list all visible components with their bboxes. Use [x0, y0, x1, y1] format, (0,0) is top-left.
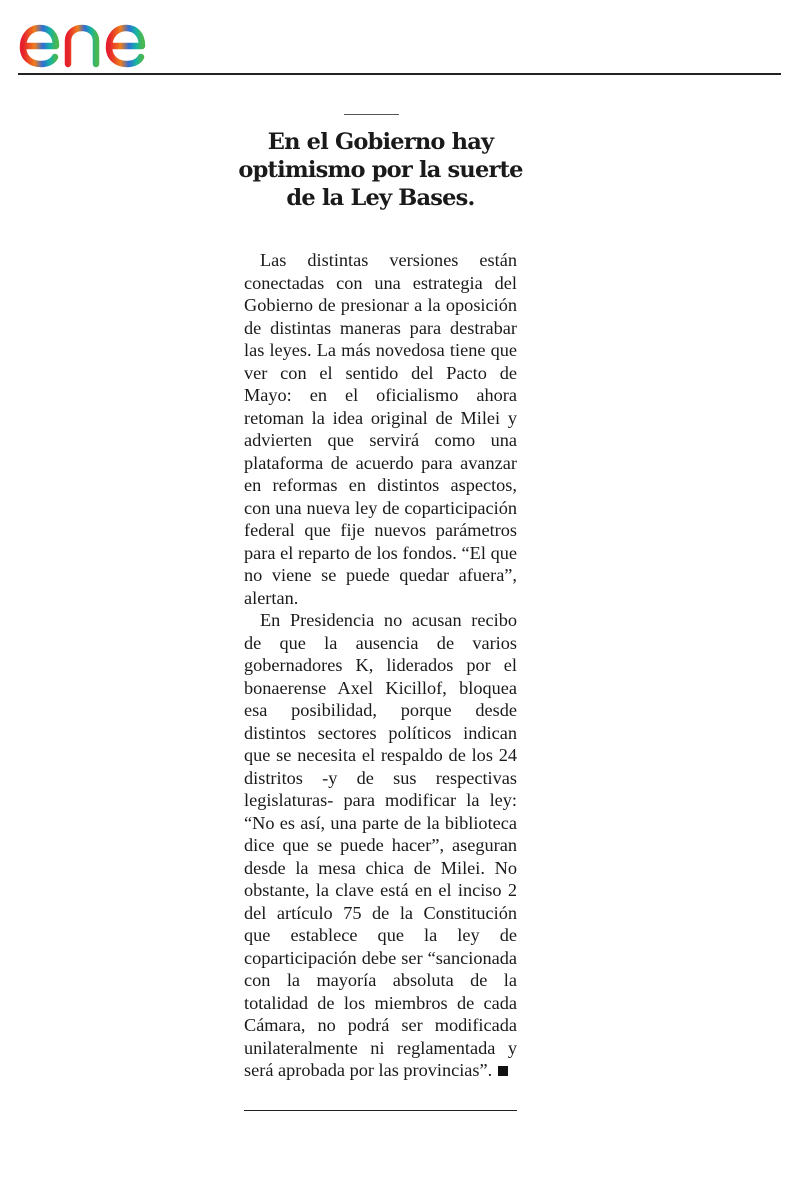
footer-rule	[244, 1110, 517, 1111]
paragraph-text: En Presidencia no acusan recibo de que la ausencia de varios gobernadores K, liderados por el bonaerense Axel Kicillof, bloquea esa posibilidad, porque desde distintos sectores políticos indican que se necesita el respaldo de los 24 distritos -y de sus respectivas legislaturas- para modificar la ley: “No es así, una parte de la biblioteca dice que se puede hacer”, aseguran desde la mesa chica de Milei. No obstante, la clave está en el inciso 2 del artículo 75 de la Constitución que establece que la ley de coparticipación debe ser “sancionada con la mayoría absoluta de la totalidad de los miembros de cada Cámara, no podrá ser modificada unilateralmente ni reglamentada y será aprobada por las provincias”.	[244, 610, 517, 1080]
paragraph	[244, 609, 517, 1082]
paragraph: Las distintas versiones están conectadas con una estrategia del Gobierno de presionar a la oposición de distintas maneras para destrabar las leyes. La más novedosa tiene que ver con el sentido del Pacto de Mayo: en el oficialismo ahora retoman la idea original de Milei y advierten que servirá como una plataforma de acuerdo para avanzar en reformas en distintos aspectos, con una nueva ley de coparticipación federal que fije nuevos parámetros para el reparto de los fondos. “El que no viene se puede quedar afuera”, alertan.	[244, 250, 517, 608]
headline: En el Gobierno hay optimismo por la suerte de la Ley Bases.	[238, 129, 523, 211]
enel-logo	[18, 6, 190, 70]
headline-rule	[344, 114, 399, 115]
header-rule	[18, 73, 781, 75]
article-body	[244, 249, 517, 1082]
end-mark-icon	[498, 1066, 508, 1076]
